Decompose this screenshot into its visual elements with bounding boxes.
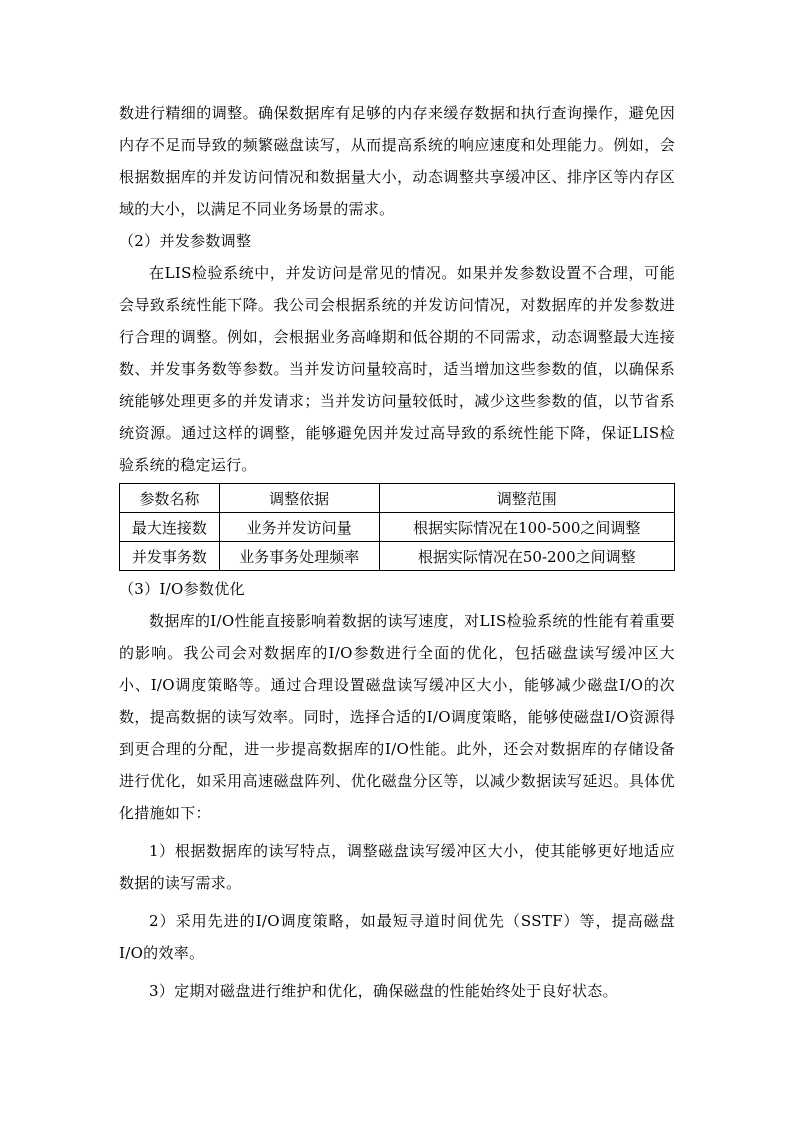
table-row [120, 513, 675, 542]
table-header-row [120, 484, 675, 513]
table-cell: 根据实际情况在50-200之间调整 [379, 542, 674, 571]
table-cell: 业务并发访问量 [219, 513, 379, 542]
document-content [119, 97, 675, 1007]
paragraph-concurrency: 在LIS检验系统中，并发访问是常见的情况。如果并发参数设置不合理，可能会导致系统性能下降。我公司会根据系统的并发访问情况，对数据库的并发参数进行合理的调整。例如，会根据业务高峰期和低谷期的不同需求，动态调整最大连接数、并发事务数等参数。当并发访问量较高时，适当增加这些参数的值，以确保系统能够处理更多的并发请求；当并发访问量较低时，减少这些参数的值，以节省系统资源。通过这样的调整，能够避免因并发过高导致的系统性能下降，保证LIS检验系统的稳定运行。 [119, 264, 675, 474]
list-item: 2）采用先进的I/O调度策略，如最短寻道时间优先（SSTF）等，提高磁盘I/O的效率。 [119, 912, 675, 962]
section-heading-concurrency: （2）并发参数调整 [119, 232, 252, 250]
table-cell: 并发事务数 [120, 542, 220, 571]
parameter-table [119, 483, 675, 571]
paragraph-memory-tuning: 数进行精细的调整。确保数据库有足够的内存来缓存数据和执行查询操作，避免因内存不足而导致的频繁磁盘读写，从而提高系统的响应速度和处理能力。例如，会根据数据库的并发访问情况和数据量大小，动态调整共享缓冲区、排序区等内存区域的大小，以满足不同业务场景的需求。 [119, 104, 675, 218]
table-row [120, 542, 675, 571]
table-cell: 根据实际情况在100-500之间调整 [379, 513, 674, 542]
paragraph-io: 数据库的I/O性能直接影响着数据的读写速度，对LIS检验系统的性能有着重要的影响。我公司会对数据库的I/O参数进行全面的优化，包括磁盘读写缓冲区大小、I/O调度策略等。通过合理设置磁盘读写缓冲区大小，能够减少磁盘I/O的次数，提高数据的读写效率。同时，选择合适的I/O调度策略，能够使磁盘I/O资源得到更合理的分配，进一步提高数据库的I/O性能。此外，还会对数据库的存储设备进行优化，如采用高速磁盘阵列、优化磁盘分区等，以减少数据读写延迟。具体优化措施如下： [119, 612, 675, 822]
table-header-cell: 调整范围 [379, 484, 674, 513]
table-cell: 最大连接数 [120, 513, 220, 542]
table-header-cell: 调整依据 [219, 484, 379, 513]
list-item: 3）定期对磁盘进行维护和优化，确保磁盘的性能始终处于良好状态。 [149, 982, 618, 1000]
table-header-cell: 参数名称 [120, 484, 220, 513]
section-heading-io: （3）I/O参数优化 [119, 580, 245, 598]
table-cell: 业务事务处理频率 [219, 542, 379, 571]
list-item: 1）根据数据库的读写特点，调整磁盘读写缓冲区大小，使其能够更好地适应数据的读写需求。 [119, 842, 675, 892]
